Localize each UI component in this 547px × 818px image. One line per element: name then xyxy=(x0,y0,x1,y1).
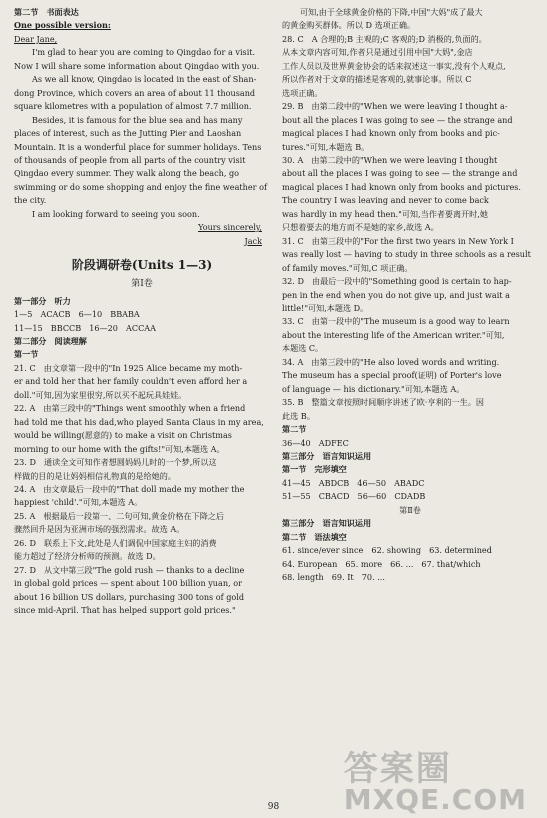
letter-line: Mountain. It is a wonderful place for summer holidays. Tens xyxy=(14,141,262,152)
answer-line: 22. A 由第三段中的"Things went smoothly when a friend xyxy=(14,403,246,414)
answer-line: about the interesting life of the American writer."可知, xyxy=(282,329,505,340)
answer-line: 28. C A 合理的;B 主观的;C 客观的;D 消极的,负面的。 xyxy=(282,33,487,44)
letter-line: dong Province, which covers an area of about 11 thousand xyxy=(14,87,256,98)
answer-line: about 16 billion US dollars, purchasing 300 tons of gold xyxy=(14,591,245,602)
answer-line: was hardly in my head then."可知,当作者要离开时,她 xyxy=(282,208,488,219)
answer-line: had told me that his dad,who played Santa Claus in my area, xyxy=(14,416,264,427)
watermark-url: MXQE.COM xyxy=(343,783,527,816)
section-heading: 第一节 完形填空 xyxy=(282,464,347,475)
answer-line: 骤然回升是因为亚洲市场的强烈需求。故选 A。 xyxy=(14,524,185,535)
answer-line: in global gold prices — spent about 100 billion yuan, or xyxy=(14,578,242,589)
answer-line: 27. D 从文中第三段"The gold rush — thanks to a decline xyxy=(14,564,245,575)
answer-line: of family moves."可知,C 项正确。 xyxy=(282,262,413,273)
letter-closing: Yours sincerely, xyxy=(198,222,262,233)
letter-line: places of interest, such as the Jutting Pier and Laoshan xyxy=(14,128,242,139)
answer-line: morning to our home with the gifts!"可知,本题选 A。 xyxy=(14,443,225,454)
letter-line: Now I will share some information about Qingdao with you. xyxy=(14,60,260,71)
letter-line: I'm glad to hear you are coming to Qingdao for a visit. xyxy=(32,47,256,58)
part-heading: 第三部分 语言知识运用 xyxy=(282,518,372,529)
left-column xyxy=(14,6,270,617)
letter-line: I am looking forward to seeing you soon. xyxy=(32,208,200,219)
answer-line: magical places I had known only from books and pic- xyxy=(282,128,500,139)
letter-line: Besides, it is famous for the blue sea and has many xyxy=(32,114,243,125)
letter-line: the city. xyxy=(14,195,47,206)
section-heading: 第二节 书面表达 xyxy=(14,7,79,17)
answer-line: The museum has a special proof(证明) of Porter's love xyxy=(282,370,502,381)
volume-heading: 第Ⅰ卷 xyxy=(131,279,153,290)
letter-line: square kilometres with a population of almost 7.7 million. xyxy=(14,101,252,112)
section-heading: 第二节 语法填空 xyxy=(282,531,347,542)
answer-line: 24. A 由文章最后一段中的"That doll made my mother the xyxy=(14,483,245,494)
answer-line: 能力超过了经济分析师的预测。故选 D。 xyxy=(14,551,161,562)
answer-key-line: 1—5 ACACB 6—10 BBABA xyxy=(14,309,140,320)
answer-line: The country I was leaving and never to come back xyxy=(282,195,489,206)
answer-line: 31. C 由第三段中的"For the first two years in New York I xyxy=(282,235,514,246)
unit-title: 阶段调研卷(Units 1—3) xyxy=(71,258,213,273)
page-number: 98 xyxy=(267,802,280,812)
answer-line: 此选 B。 xyxy=(282,410,315,421)
answer-key-line: 11—15 BBCCB 16—20 ACCAA xyxy=(14,322,156,333)
letter-line: Qingdao every summer. They walk along the beach, go xyxy=(14,168,240,179)
answer-line: er and told her that her family couldn't even afford her a xyxy=(14,376,248,387)
answer-line: 可知,由于全球黄金价格的下降,中国"大妈"成了最大 xyxy=(300,7,483,17)
version-label: One possible version: xyxy=(14,20,111,31)
answer-line: 从本文章内容可知,作者只是通过引用中国"大妈",金店 xyxy=(282,47,473,58)
answer-line: 34. A 由第三段中的"He also loved words and writing. xyxy=(282,356,500,367)
answer-line: 32. D 由最后一段中的"Something good is certain to hap- xyxy=(282,276,512,287)
answer-line: 样做的目的是让妈妈相信礼物真的是给她的。 xyxy=(14,470,176,481)
answer-line: 25. A 根据最后一段第一、二句可知,黄金价格在下降之后 xyxy=(14,510,225,521)
answer-line: tures."可知,本题选 B。 xyxy=(282,141,370,152)
answer-key-line: 68. length 69. It 70. ... xyxy=(282,572,385,583)
answer-line: since mid-April. That has helped support gold prices." xyxy=(14,605,236,616)
answer-line: 33. C 由第一段中的"The museum is a good way to learn xyxy=(282,316,510,327)
letter-signature: Jack xyxy=(244,235,262,246)
answer-key-line: 64. European 65. more 66. ... 67. that/which xyxy=(282,558,481,569)
answer-key-line: 51—55 CBACD 56—60 CDADB xyxy=(282,491,426,502)
watermark-text: 答案圈 xyxy=(343,749,452,789)
answer-line: 只想着要去的地方而不是她的家乡,故选 A。 xyxy=(282,222,439,233)
answer-line: 26. D 联系上下文,此处是人们调侃中国家庭主妇的消费 xyxy=(14,537,217,548)
answer-line: magical places I had known only from books and pictures. xyxy=(282,181,522,192)
answer-line: would be willing(愿意的) to make a visit on Christmas xyxy=(14,430,232,441)
answer-line: 选项正确。 xyxy=(282,87,323,98)
answer-line: 23. D 通读全文可知作者想圆妈妈儿时的一个梦,所以这 xyxy=(14,457,217,468)
part-heading: 第一部分 听力 xyxy=(14,295,71,306)
answer-line: 的黄金购买群体。所以 D 选项正确。 xyxy=(282,20,416,31)
answer-line: happiest 'child'."可知,本题选 A。 xyxy=(14,497,143,508)
letter-line: As we all know, Qingdao is located in the east of Shan- xyxy=(32,74,257,85)
answer-line: bout all the places I was going to see — the strange and xyxy=(282,114,513,125)
section-heading: 第二节 xyxy=(282,424,307,435)
section-heading: 第一节 xyxy=(14,349,39,360)
answer-line: 工作人员以及世界黄金协会的话来叙述这一事实,没有个人观点, xyxy=(282,60,506,71)
answer-line: 所以作者对于文章的描述是客观的,就事论事。所以 C xyxy=(282,74,472,85)
volume-heading: 第Ⅱ卷 xyxy=(399,504,421,515)
answer-line: of language — his dictionary."可知,本题选 A。 xyxy=(282,383,465,394)
part-heading: 第三部分 语言知识运用 xyxy=(282,450,372,461)
answer-line: 35. B 整篇文章按照时间顺序讲述了欧·亨利的一生。因 xyxy=(282,397,485,408)
answer-key-line: 41—45 ABDCB 46—50 ABADC xyxy=(282,477,425,488)
answer-line: was really lost — having to study in three schools as a result xyxy=(282,249,531,260)
watermark-logo xyxy=(343,749,527,816)
answer-key-line: 36—40 ADFEC xyxy=(282,437,349,448)
answer-line: 29. B 由第二段中的"When we were leaving I thought a- xyxy=(282,101,508,112)
answer-line: 21. C 由文章第一段中的"In 1925 Alice became my moth- xyxy=(14,362,243,373)
letter-line: of thousands of people from all parts of the country visit xyxy=(14,154,246,165)
answer-line: 本题选 C。 xyxy=(282,343,324,354)
answer-line: doll."可知,因为家里很穷,所以买不起玩具娃娃。 xyxy=(14,389,187,400)
answer-key-line: 61. since/ever since 62. showing 63. determined xyxy=(282,545,492,556)
letter-salutation: Dear Jane, xyxy=(14,33,58,44)
answer-line: about all the places I was going to see — the strange and xyxy=(282,168,518,179)
answer-line: 30. A 由第二段中的"When we were leaving I thought xyxy=(282,154,498,165)
answer-line: pen in the end when you do not give up, and just wait a xyxy=(282,289,510,300)
part-heading: 第二部分 阅读理解 xyxy=(14,335,87,346)
right-column xyxy=(282,6,538,584)
answer-line: little!"可知,本题选 D。 xyxy=(282,302,369,313)
letter-line: swimming or do some shopping and enjoy the fine weather of xyxy=(14,181,267,192)
